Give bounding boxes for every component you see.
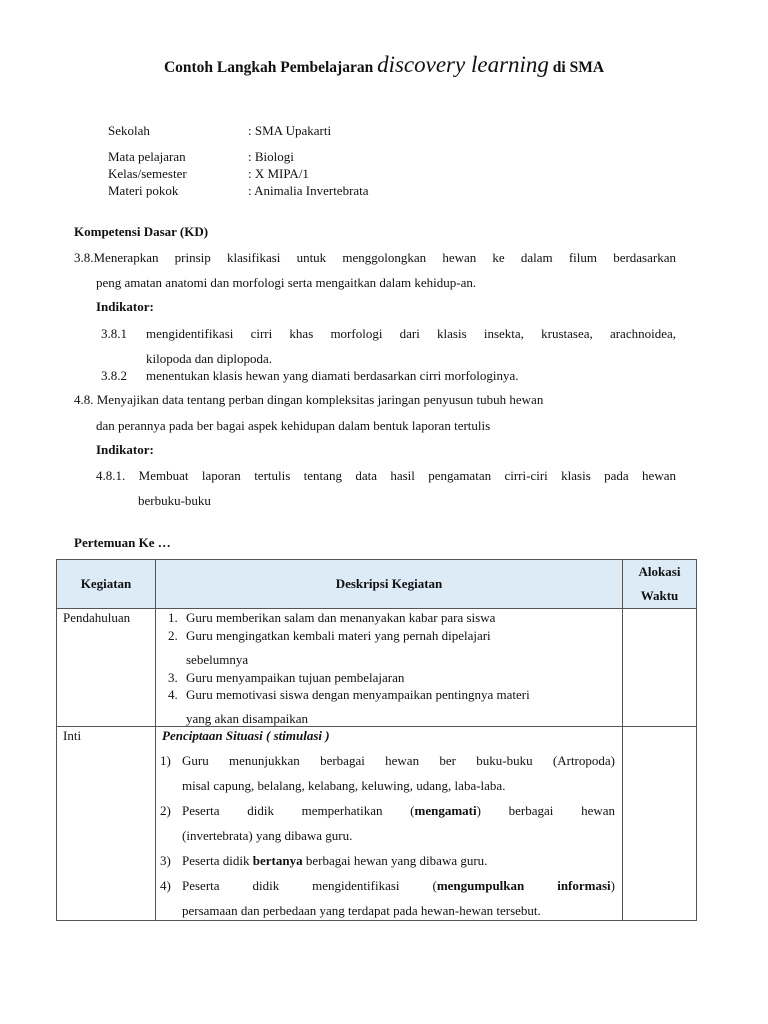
cell-inti-alokasi bbox=[623, 727, 697, 921]
kd1-line1: 3.8.Menerapkan prinsip klasifikasi untuk menggolongkan hewan ke dalam filum berdasarkan bbox=[74, 250, 676, 265]
inti-item-text-part: berbagai hewan yang dibawa guru. bbox=[302, 853, 488, 868]
header-alokasi-line1: Alokasi bbox=[638, 564, 681, 579]
inti-item-text-part: ) berbagai hewan bbox=[476, 803, 616, 818]
table-row-inti bbox=[57, 727, 697, 921]
pendahuluan-item-text: Guru memberikan salam dan menanyakan kabar para siswa bbox=[186, 610, 496, 625]
ind-381-line2: kilopoda dan diplopoda. bbox=[146, 351, 273, 366]
header-deskripsi: Deskripsi Kegiatan bbox=[156, 560, 623, 609]
inti-item-keyword: mengamati bbox=[414, 803, 477, 818]
inti-item-text-cont: (invertebrata) yang dibawa guru. bbox=[182, 828, 353, 843]
pendahuluan-item-text: Guru memotivasi siswa dengan menyampaikan pentingnya materi bbox=[186, 687, 530, 702]
indikator-label-1: Indikator: bbox=[96, 299, 154, 314]
meta-label-sekolah: Sekolah bbox=[108, 123, 150, 138]
title-prefix: Contoh Langkah Pembelajaran bbox=[163, 59, 374, 76]
meta-value-sekolah: : SMA Upakarti bbox=[248, 123, 332, 138]
ind-481-line1: 4.8.1. Membuat laporan tertulis tentang data hasil pengamatan cirri-ciri klasis pada hewan bbox=[96, 468, 676, 483]
inti-item-text-part: Peserta didik bbox=[182, 853, 253, 868]
inti-item-text-cont: misal capung, belalang, kelabang, keluwing, udang, laba-laba. bbox=[182, 778, 506, 793]
pendahuluan-item-num: 4. bbox=[168, 687, 178, 702]
kd-heading: Kompetensi Dasar (KD) bbox=[74, 224, 209, 239]
inti-item-text bbox=[182, 878, 615, 894]
inti-item-num: 3) bbox=[160, 853, 171, 868]
inti-item-text-part: Peserta didik memperhatikan ( bbox=[182, 803, 415, 818]
pendahuluan-item-num: 1. bbox=[168, 610, 178, 625]
kd1-line2: peng amatan anatomi dan morfologi serta mengaitkan dalam kehidup-an. bbox=[96, 275, 477, 290]
inti-item-keyword: mengumpulkan informasi bbox=[436, 878, 611, 893]
cell-pendahuluan-label bbox=[57, 609, 156, 727]
title-suffix: di SMA bbox=[552, 59, 605, 76]
table-header-row bbox=[57, 560, 697, 609]
inti-item-num: 4) bbox=[160, 878, 171, 893]
header-alokasi bbox=[623, 560, 697, 609]
inti-item-text-part: Peserta didik mengidentifikasi ( bbox=[182, 878, 437, 893]
indikator-label-2: Indikator: bbox=[96, 442, 154, 457]
cell-inti-label bbox=[57, 727, 156, 921]
inti-item-text bbox=[182, 803, 615, 819]
activity-table bbox=[56, 559, 697, 921]
inti-item-num: 1) bbox=[160, 753, 171, 768]
inti-item-keyword: bertanya bbox=[252, 853, 303, 868]
pendahuluan-item-num: 3. bbox=[168, 670, 178, 685]
pendahuluan-item-num: 2. bbox=[168, 628, 178, 643]
ind-382-text: menentukan klasis hewan yang diamati berdasarkan cirri morfologinya. bbox=[146, 368, 519, 383]
meta-value-mapel: : Biologi bbox=[248, 149, 294, 164]
inti-subheading: Penciptaan Situasi ( stimulasi ) bbox=[162, 728, 330, 743]
meta-label-mapel: Mata pelajaran bbox=[108, 149, 186, 164]
meta-value-materi: : Animalia Invertebrata bbox=[248, 183, 369, 198]
header-alokasi-line2: Waktu bbox=[640, 588, 679, 603]
document-title bbox=[0, 52, 768, 78]
pendahuluan-item-text: Guru mengingatkan kembali materi yang pernah dipelajari bbox=[186, 628, 491, 643]
ind-381-line1: mengidentifikasi cirri khas morfologi dari klasis insekta, krustasea, arachnoidea, bbox=[146, 326, 676, 341]
meta-label-materi: Materi pokok bbox=[108, 183, 179, 198]
cell-pendahuluan-alokasi bbox=[623, 609, 697, 727]
inti-item-text-part: ) bbox=[610, 878, 615, 893]
inti-item-num: 2) bbox=[160, 803, 171, 818]
meta-value-kelas: : X MIPA/1 bbox=[248, 166, 309, 181]
header-kegiatan: Kegiatan bbox=[57, 560, 156, 609]
pertemuan-heading: Pertemuan Ke … bbox=[74, 535, 171, 550]
title-italic: discovery learning bbox=[377, 52, 549, 77]
pendahuluan-label: Pendahuluan bbox=[63, 610, 131, 625]
pendahuluan-item-text: Guru menyampaikan tujuan pembelajaran bbox=[186, 670, 405, 685]
kd2-line1: 4.8. Menyajikan data tentang perban dingan kompleksitas jaringan penyusun tubuh hewan bbox=[74, 392, 544, 407]
kd2-line2: dan perannya pada ber bagai aspek kehidupan dalam bentuk laporan tertulis bbox=[96, 418, 491, 433]
ind-481-line2: berbuku-buku bbox=[138, 493, 211, 508]
inti-label: Inti bbox=[63, 728, 82, 743]
inti-item-text: Guru menunjukkan berbagai hewan ber buku-buku (Artropoda) bbox=[182, 753, 615, 768]
meta-label-kelas: Kelas/semester bbox=[108, 166, 187, 181]
pendahuluan-item-text-cont: yang akan disampaikan bbox=[186, 711, 309, 726]
cell-pendahuluan-desc bbox=[156, 609, 623, 727]
ind-381-number: 3.8.1 bbox=[101, 326, 127, 341]
cell-inti-desc bbox=[156, 727, 623, 921]
inti-item-text bbox=[182, 853, 487, 869]
table-row-pendahuluan bbox=[57, 609, 697, 727]
inti-item-text-cont: persamaan dan perbedaan yang terdapat pada hewan-hewan tersebut. bbox=[182, 903, 541, 918]
ind-382-number: 3.8.2 bbox=[101, 368, 127, 383]
pendahuluan-item-text-cont: sebelumnya bbox=[186, 652, 249, 667]
